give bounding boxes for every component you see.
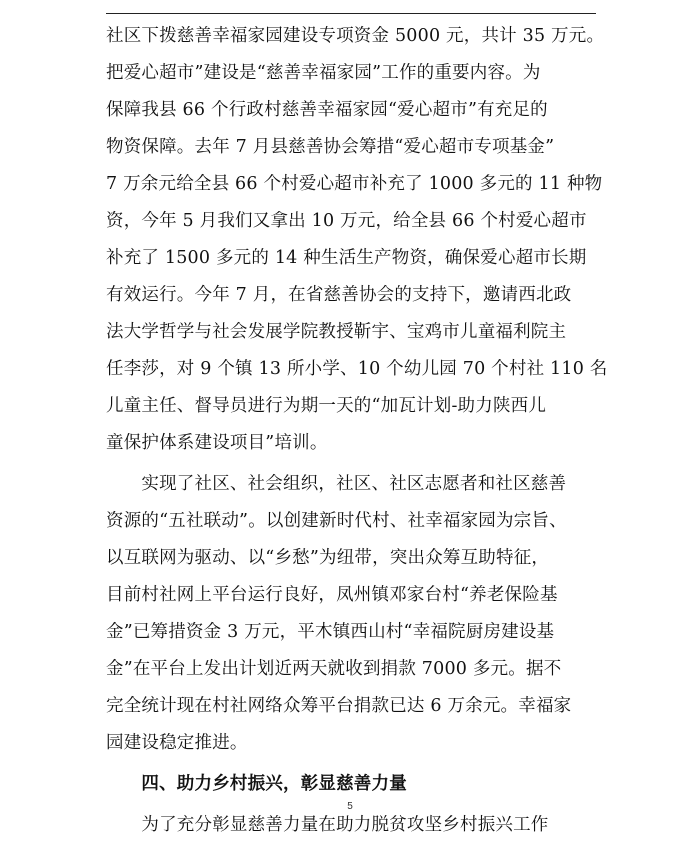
page-number: 5 — [347, 801, 353, 812]
text-line: 资，今年 5 月我们又拿出 10 万元，给全县 66 个村爱心超市 — [106, 211, 587, 231]
text-line: 补充了 1500 多元的 14 种生活生产物资，确保爱心超市长期 — [106, 248, 587, 268]
paragraph-1 — [106, 18, 608, 462]
text-line: 实现了社区、社会组织，社区、社区志愿者和社区慈善 — [106, 474, 567, 494]
header-rule — [106, 13, 596, 14]
text-line: 社区下拨慈善幸福家园建设专项资金 5000 元，共计 35 万元。 — [106, 26, 605, 46]
text-line: 为了充分彰显慈善力量在助力脱贫攻坚乡村振兴工作 — [106, 815, 549, 835]
text-line: 物资保障。去年 7 月县慈善协会筹措“爱心超市专项基金” — [106, 137, 555, 157]
text-line: 法大学哲学与社会发展学院教授靳宇、宝鸡市儿童福利院主 — [106, 322, 567, 342]
text-line: 儿童主任、督导员进行为期一天的“加瓦计划-助力陕西儿 — [106, 396, 547, 416]
text-line: 保障我县 66 个行政村慈善幸福家园“爱心超市”有充足的 — [106, 100, 548, 120]
text-line: 以互联网为驱动、以“乡愁”为纽带，突出众筹互助特征， — [106, 548, 550, 568]
text-line: 目前村社网上平台运行良好，凤州镇邓家台村“养老保险基 — [106, 585, 558, 605]
text-line: 金”在平台上发出计划近两天就收到捐款 7000 多元。据不 — [106, 659, 562, 679]
paragraph-3 — [106, 807, 598, 844]
text-line: 任李莎，对 9 个镇 13 所小学、10 个幼儿园 70 个村社 110 名 — [106, 359, 608, 379]
text-line: 童保护体系建设项目”培训。 — [106, 433, 328, 453]
text-line: 7 万余元给全县 66 个村爱心超市补充了 1000 多元的 11 种物 — [106, 174, 603, 194]
text-line: 有效运行。今年 7 月，在省慈善协会的支持下，邀请西北政 — [106, 285, 572, 305]
text-line: 资源的“五社联动”。以创建新时代村、社幸福家园为宗旨、 — [106, 511, 567, 531]
section-heading: 四、助力乡村振兴，彰显慈善力量 — [106, 774, 407, 794]
paragraph-2 — [106, 466, 598, 762]
text-line: 园建设稳定推进。 — [106, 733, 248, 753]
document-body — [106, 18, 608, 844]
text-line: 金”已筹措资金 3 万元，平木镇西山村“幸福院厨房建设基 — [106, 622, 555, 642]
text-line: 完全统计现在村社网络众筹平台捐款已达 6 万余元。幸福家 — [106, 696, 572, 716]
text-line: 把爱心超市”建设是“慈善幸福家园”工作的重要内容。为 — [106, 63, 541, 83]
